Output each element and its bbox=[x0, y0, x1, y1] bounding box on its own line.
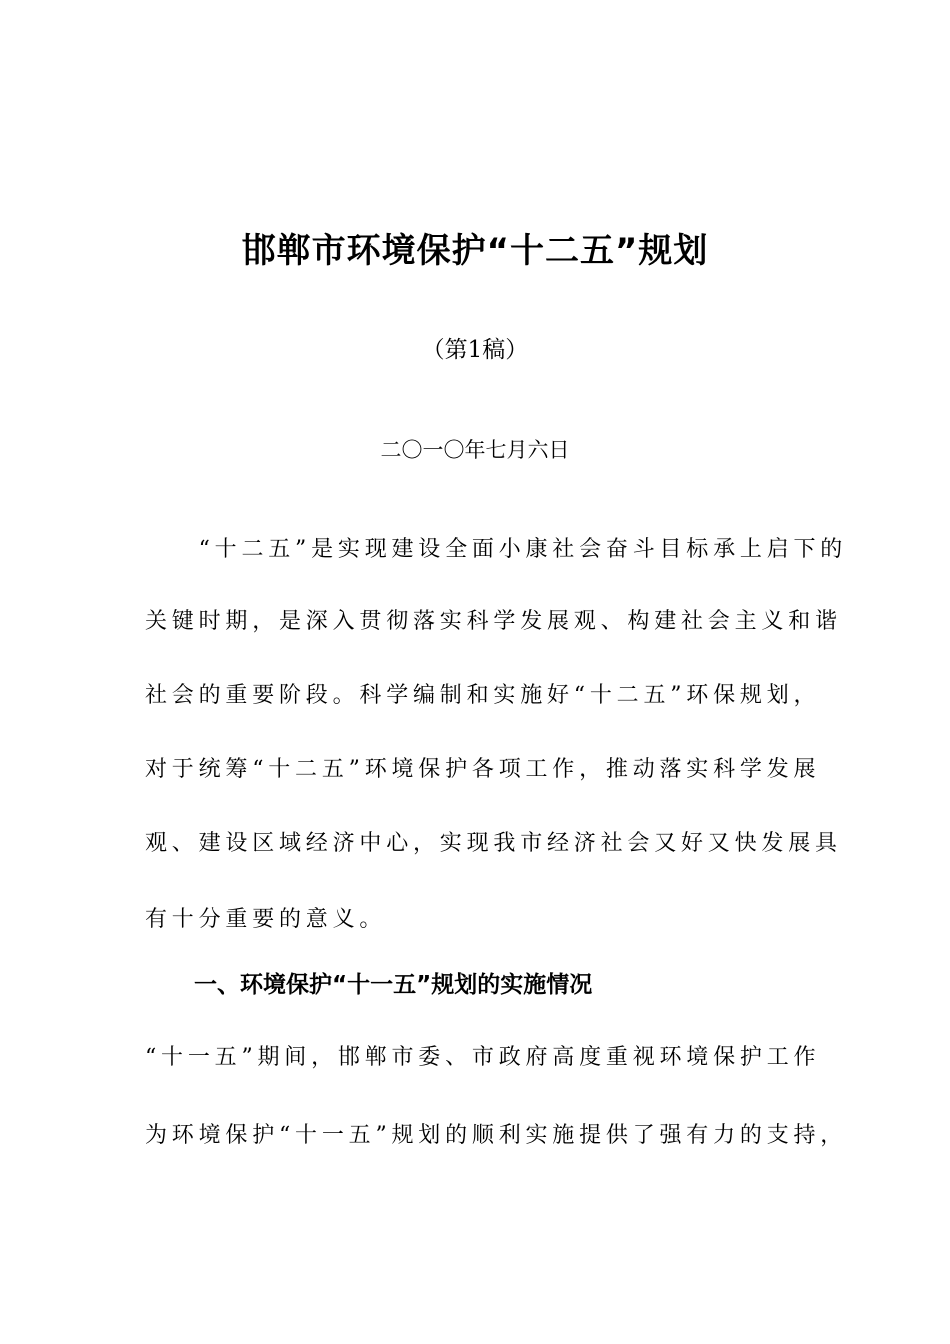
section-line-1: “十一五”期间，邯郸市委、市政府高度重视环境保护工作 bbox=[145, 1045, 821, 1070]
intro-line-6: 有十分重要的意义。 bbox=[145, 907, 387, 932]
intro-line-1: “十二五”是实现建设全面小康社会奋斗目标承上启下的 bbox=[145, 537, 848, 562]
section-heading: 一、环境保护“十一五”规划的实施情况 bbox=[194, 972, 593, 998]
intro-line-4: 对于统筹“十二五”环境保护各项工作，推动落实科学发展 bbox=[145, 757, 821, 782]
intro-line-2: 关键时期，是深入贯彻落实科学发展观、构建社会主义和谐 bbox=[145, 609, 842, 634]
document-title: 邯郸市环境保护“十二五”规划 bbox=[241, 231, 709, 271]
draft-label: （第1稿） bbox=[421, 337, 529, 363]
document-date: 二〇一〇年七月六日 bbox=[380, 438, 570, 462]
section-line-2: 为环境保护“十一五”规划的顺利实施提供了强有力的支持， bbox=[145, 1123, 848, 1148]
intro-line-3: 社会的重要阶段。科学编制和实施好“十二五”环保规划， bbox=[145, 683, 821, 708]
intro-line-5: 观、建设区域经济中心，实现我市经济社会又好又快发展具 bbox=[145, 831, 842, 856]
